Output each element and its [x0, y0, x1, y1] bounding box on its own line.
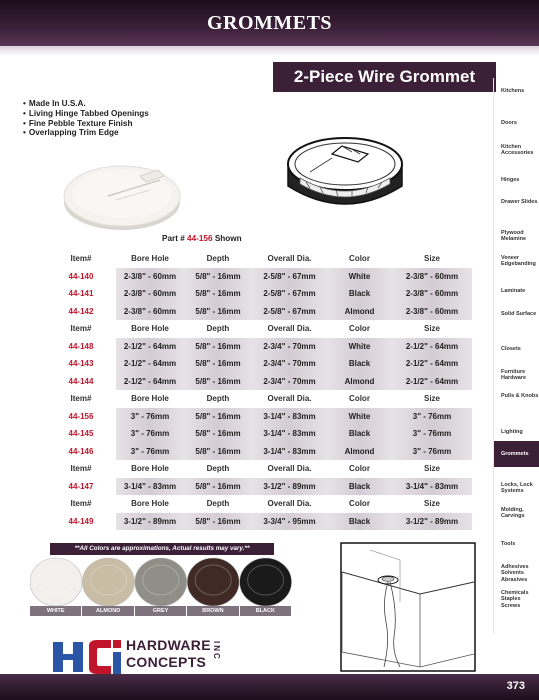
sidebar-item-drawer-slides[interactable]: Drawer Slides — [501, 199, 538, 205]
color: White — [327, 408, 392, 426]
overall-dia: 3-3/4" - 95mm — [252, 513, 327, 531]
table-row — [46, 478, 472, 496]
item-number: 44-149 — [46, 513, 116, 531]
bore-hole: 2-3/8" - 60mm — [116, 285, 184, 303]
header-item: Item# — [46, 390, 116, 408]
grommet-line-drawing — [280, 124, 410, 216]
sidebar-item-solid-surface[interactable]: Solid Surface — [501, 311, 537, 317]
header-bore-hole: Bore Hole — [116, 320, 184, 338]
swatch-label-grey: GREY — [135, 606, 187, 616]
part-shown-caption — [162, 234, 242, 243]
depth: 5/8" - 16mm — [184, 425, 252, 443]
header-size: Size — [392, 390, 472, 408]
item-number: 44-143 — [46, 355, 116, 373]
swatch-label-brown: BROWN — [187, 606, 239, 616]
page-number: 373 — [506, 680, 525, 692]
item-number: 44-142 — [46, 303, 116, 321]
swatch-labels — [30, 606, 292, 616]
table-row — [46, 425, 472, 443]
color: White — [327, 338, 392, 356]
table-header-row — [46, 495, 472, 513]
header-depth: Depth — [184, 320, 252, 338]
header-bore-hole: Bore Hole — [116, 460, 184, 478]
color: Black — [327, 425, 392, 443]
spec-table — [46, 250, 472, 530]
part-number: 44-156 — [187, 234, 213, 243]
overall-dia: 3-1/2" - 89mm — [252, 478, 327, 496]
header-item: Item# — [46, 320, 116, 338]
footer-band — [0, 674, 539, 700]
table-header-row — [46, 390, 472, 408]
sidebar-item-chemicals-staples-screws[interactable]: Chemicals Staples Screws — [501, 590, 529, 609]
item-number: 44-156 — [46, 408, 116, 426]
header-item: Item# — [46, 495, 116, 513]
table-header-row — [46, 460, 472, 478]
header-overall-dia: Overall Dia. — [252, 320, 327, 338]
sidebar-item-molding-carvings[interactable]: Molding, Carvings — [501, 507, 525, 520]
color: Black — [327, 478, 392, 496]
overall-dia: 2-5/8" - 67mm — [252, 285, 327, 303]
header-size: Size — [392, 250, 472, 268]
size: 3" - 76mm — [392, 425, 472, 443]
depth: 5/8" - 16mm — [184, 408, 252, 426]
size: 2-3/8" - 60mm — [392, 303, 472, 321]
depth: 5/8" - 16mm — [184, 268, 252, 286]
header-bore-hole: Bore Hole — [116, 390, 184, 408]
logo-line2: CONCEPTS — [126, 654, 207, 670]
table-row — [46, 355, 472, 373]
item-number: 44-147 — [46, 478, 116, 496]
header-size: Size — [392, 495, 472, 513]
sidebar-item-closets[interactable]: Closets — [501, 346, 521, 352]
sidebar-item-tools[interactable]: Tools — [501, 541, 516, 547]
bore-hole: 3" - 76mm — [116, 443, 184, 461]
table-row — [46, 408, 472, 426]
overall-dia: 3-1/4" - 83mm — [252, 408, 327, 426]
color: Black — [327, 285, 392, 303]
table-row — [46, 268, 472, 286]
table-row — [46, 338, 472, 356]
size: 2-3/8" - 60mm — [392, 285, 472, 303]
depth: 5/8" - 16mm — [184, 443, 252, 461]
color: Almond — [327, 443, 392, 461]
table-row — [46, 443, 472, 461]
sidebar-item-grommets[interactable]: Grommets — [494, 441, 539, 467]
size: 3-1/2" - 89mm — [392, 513, 472, 531]
size: 3" - 76mm — [392, 443, 472, 461]
color: Black — [327, 355, 392, 373]
overall-dia: 3-1/4" - 83mm — [252, 443, 327, 461]
feature-item: • Fine Pebble Texture Finish — [23, 119, 149, 129]
overall-dia: 3-1/4" - 83mm — [252, 425, 327, 443]
header-depth: Depth — [184, 390, 252, 408]
feature-list — [23, 99, 149, 138]
header-color: Color — [327, 495, 392, 513]
color: Almond — [327, 373, 392, 391]
feature-item: • Made In U.S.A. — [23, 99, 149, 109]
bore-hole: 2-3/8" - 60mm — [116, 268, 184, 286]
header-size: Size — [392, 320, 472, 338]
depth: 5/8" - 16mm — [184, 478, 252, 496]
bore-hole: 3-1/4" - 83mm — [116, 478, 184, 496]
depth: 5/8" - 16mm — [184, 303, 252, 321]
color: Black — [327, 513, 392, 531]
sidebar-item-pulls-knobs[interactable]: Pulls & Knobs — [501, 393, 539, 399]
page-title: GROMMETS — [206, 12, 333, 34]
table-header-row — [46, 250, 472, 268]
table-header-row — [46, 320, 472, 338]
depth: 5/8" - 16mm — [184, 513, 252, 531]
item-number: 44-144 — [46, 373, 116, 391]
header-color: Color — [327, 460, 392, 478]
header-item: Item# — [46, 250, 116, 268]
swatch-label-white: WHITE — [30, 606, 82, 616]
part-suffix: Shown — [214, 234, 242, 243]
table-row — [46, 513, 472, 531]
overall-dia: 2-3/4" - 70mm — [252, 373, 327, 391]
table-row — [46, 303, 472, 321]
sidebar-item-laminate[interactable]: Laminate — [501, 288, 526, 294]
size: 2-1/2" - 64mm — [392, 338, 472, 356]
bore-hole: 2-1/2" - 64mm — [116, 373, 184, 391]
header-depth: Depth — [184, 460, 252, 478]
header-item: Item# — [46, 460, 116, 478]
sidebar-item-hinges[interactable]: Hinges — [501, 177, 520, 183]
overall-dia: 2-5/8" - 67mm — [252, 268, 327, 286]
overall-dia: 2-3/4" - 70mm — [252, 355, 327, 373]
table-row — [46, 285, 472, 303]
size: 2-3/8" - 60mm — [392, 268, 472, 286]
bore-hole: 2-3/8" - 60mm — [116, 303, 184, 321]
size: 2-1/2" - 64mm — [392, 373, 472, 391]
depth: 5/8" - 16mm — [184, 285, 252, 303]
sidebar-item-lighting[interactable]: Lighting — [501, 429, 523, 435]
bore-hole: 3" - 76mm — [116, 408, 184, 426]
header-depth: Depth — [184, 250, 252, 268]
header-size: Size — [392, 460, 472, 478]
color: Almond — [327, 303, 392, 321]
item-number: 44-148 — [46, 338, 116, 356]
header-bore-hole: Bore Hole — [116, 250, 184, 268]
size: 3-1/4" - 83mm — [392, 478, 472, 496]
header-color: Color — [327, 320, 392, 338]
sidebar-item-locks-lock-systems[interactable]: Locks, Lock Systems — [501, 482, 533, 495]
logo-inc: INC — [212, 641, 221, 661]
header-depth: Depth — [184, 495, 252, 513]
white-grommet-photo — [60, 150, 185, 232]
sidebar-item-kitchen-accessories[interactable]: Kitchen Accessories — [501, 144, 534, 157]
swatch-label-black: BLACK — [240, 606, 292, 616]
item-number: 44-140 — [46, 268, 116, 286]
sidebar-item-furniture-hardware[interactable]: Furniture Hardware — [501, 369, 527, 382]
header-fade — [0, 46, 539, 56]
bore-hole: 2-1/2" - 64mm — [116, 338, 184, 356]
overall-dia: 2-5/8" - 67mm — [252, 303, 327, 321]
header-color: Color — [327, 390, 392, 408]
sidebar-item-plywood-melamine[interactable]: Plywood Melamine — [501, 230, 527, 243]
item-number: 44-146 — [46, 443, 116, 461]
depth: 5/8" - 16mm — [184, 373, 252, 391]
size: 2-1/2" - 64mm — [392, 355, 472, 373]
sidebar-item-doors[interactable]: Doors — [501, 120, 517, 126]
header-overall-dia: Overall Dia. — [252, 250, 327, 268]
feature-item: • Overlapping Trim Edge — [23, 128, 149, 138]
header-bore-hole: Bore Hole — [116, 495, 184, 513]
sidebar-item-kitchens[interactable]: Kitchens — [501, 88, 525, 94]
depth: 5/8" - 16mm — [184, 338, 252, 356]
bore-hole: 3" - 76mm — [116, 425, 184, 443]
feature-item: • Living Hinge Tabbed Openings — [23, 109, 149, 119]
logo-line1: HARDWARE — [126, 637, 211, 653]
depth: 5/8" - 16mm — [184, 355, 252, 373]
swatch-label-almond: ALMOND — [82, 606, 134, 616]
bore-hole: 2-1/2" - 64mm — [116, 355, 184, 373]
item-number: 44-141 — [46, 285, 116, 303]
header-color: Color — [327, 250, 392, 268]
header-overall-dia: Overall Dia. — [252, 390, 327, 408]
color: White — [327, 268, 392, 286]
table-row — [46, 373, 472, 391]
color-disclaimer: **All Colors are approximations, Actual results may vary.** — [50, 543, 274, 555]
product-title: 2-Piece Wire Grommet — [273, 62, 496, 92]
sidebar-item-veneer-edgebanding[interactable]: Veneer Edgebanding — [501, 255, 536, 268]
header-overall-dia: Overall Dia. — [252, 460, 327, 478]
header-overall-dia: Overall Dia. — [252, 495, 327, 513]
sidebar — [493, 78, 539, 634]
overall-dia: 2-3/4" - 70mm — [252, 338, 327, 356]
sidebar-item-adhesives-solvents-abrasives[interactable]: Adhesives Solvents Abrasives — [501, 564, 529, 583]
bore-hole: 3-1/2" - 89mm — [116, 513, 184, 531]
installation-diagram — [340, 542, 476, 672]
part-prefix: Part # — [162, 234, 185, 243]
item-number: 44-145 — [46, 425, 116, 443]
size: 3" - 76mm — [392, 408, 472, 426]
